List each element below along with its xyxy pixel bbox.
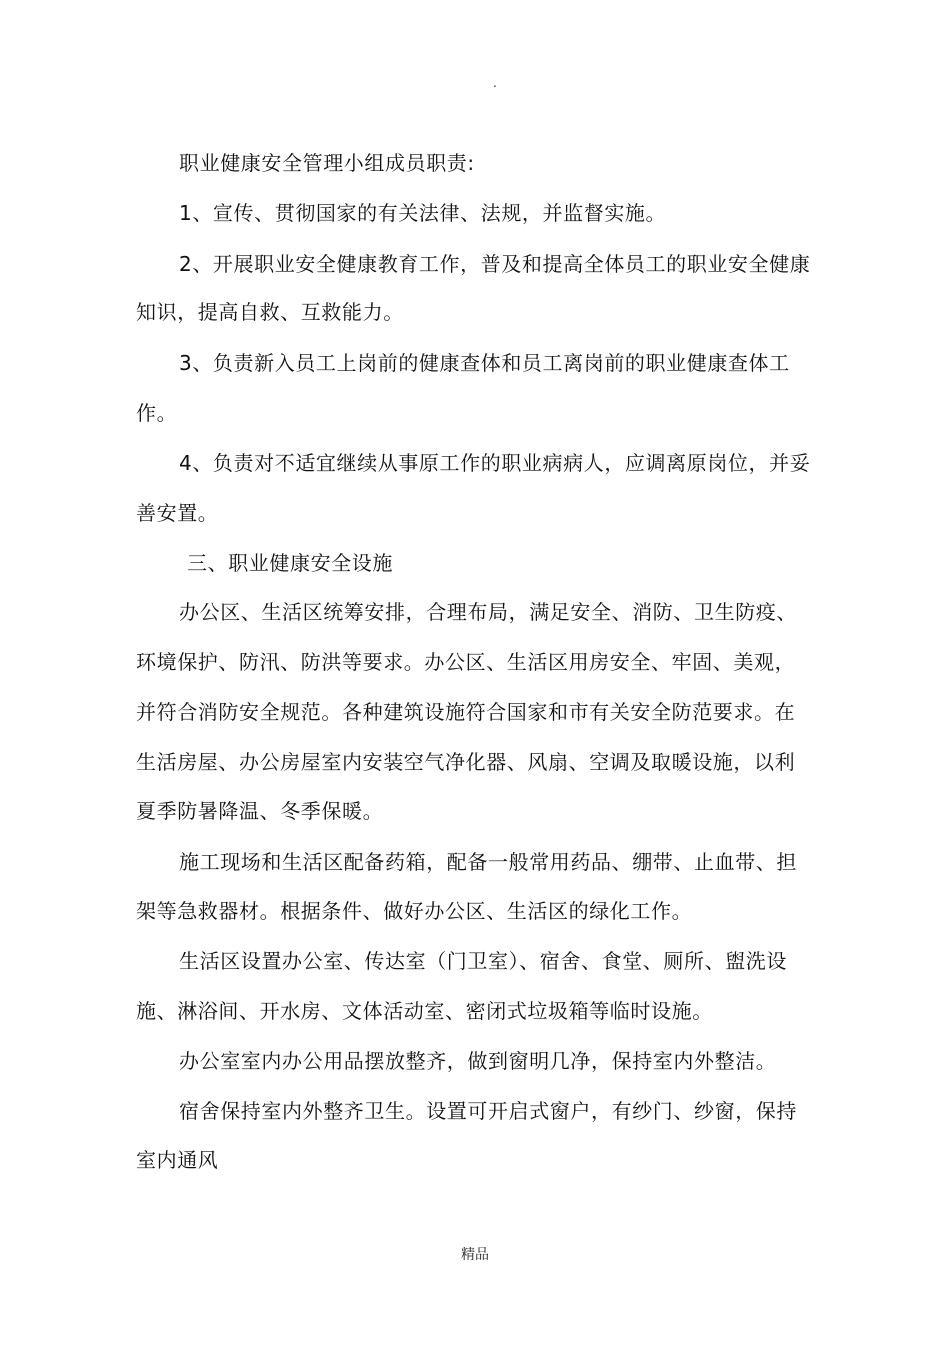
para-2-line-1: 施工现场和生活区配备药箱，配备一般常用药品、绷带、止血带、担: [179, 850, 797, 874]
para-5-line-2: 室内通风: [136, 1148, 219, 1172]
section-3-heading: 三、职业健康安全设施: [187, 551, 393, 575]
para-4-line-1: 办公室室内办公用品摆放整齐，做到窗明几净，保持室内外整洁。: [179, 1049, 777, 1073]
para-5-line-1: 宿舍保持室内外整齐卫生。设置可开启式窗户，有纱门、纱窗，保持: [179, 1099, 797, 1123]
footer-label: 精品: [461, 1247, 489, 1263]
item-1: 1、宣传、贯彻国家的有关法律、法规，并监督实施。: [179, 201, 667, 225]
responsibilities-title: 职业健康安全管理小组成员职责:: [179, 151, 475, 175]
para-2-line-2: 架等急救器材。根据条件、做好办公区、生活区的绿化工作。: [136, 899, 693, 923]
header-mark: .: [493, 76, 497, 90]
item-2-line-1: 2、开展职业安全健康教育工作，普及和提高全体员工的职业安全健康: [179, 252, 811, 276]
para-1-line-4: 生活房屋、办公房屋室内安装空气净化器、风扇、空调及取暖设施，以利: [136, 750, 796, 774]
para-1-line-1: 办公区、生活区统筹安排，合理布局，满足安全、消防、卫生防疫、: [179, 600, 797, 624]
para-3-line-1: 生活区设置办公室、传达室（门卫室）、宿舍、食堂、厕所、盥洗设: [179, 949, 787, 973]
item-4-line-1: 4、负责对不适宜继续从事原工作的职业病病人，应调离原岗位，并妥: [179, 451, 811, 475]
para-1-line-5: 夏季防暑降温、冬季保暖。: [136, 799, 384, 823]
item-3-line-2: 作。: [136, 401, 178, 425]
para-1-line-2: 环境保护、防汛、防洪等要求。办公区、生活区用房安全、牢固、美观，: [136, 650, 796, 674]
item-3-line-1: 3、负责新入员工上岗前的健康查体和员工离岗前的职业健康查体工: [179, 351, 790, 375]
para-1-line-3: 并符合消防安全规范。各种建筑设施符合国家和市有关安全防范要求。在: [136, 700, 796, 724]
para-3-line-2: 施、淋浴间、开水房、文体活动室、密闭式垃圾箱等临时设施。: [136, 999, 713, 1023]
item-4-line-2: 善安置。: [136, 501, 219, 525]
item-2-line-2: 知识，提高自救、互救能力。: [136, 300, 404, 324]
